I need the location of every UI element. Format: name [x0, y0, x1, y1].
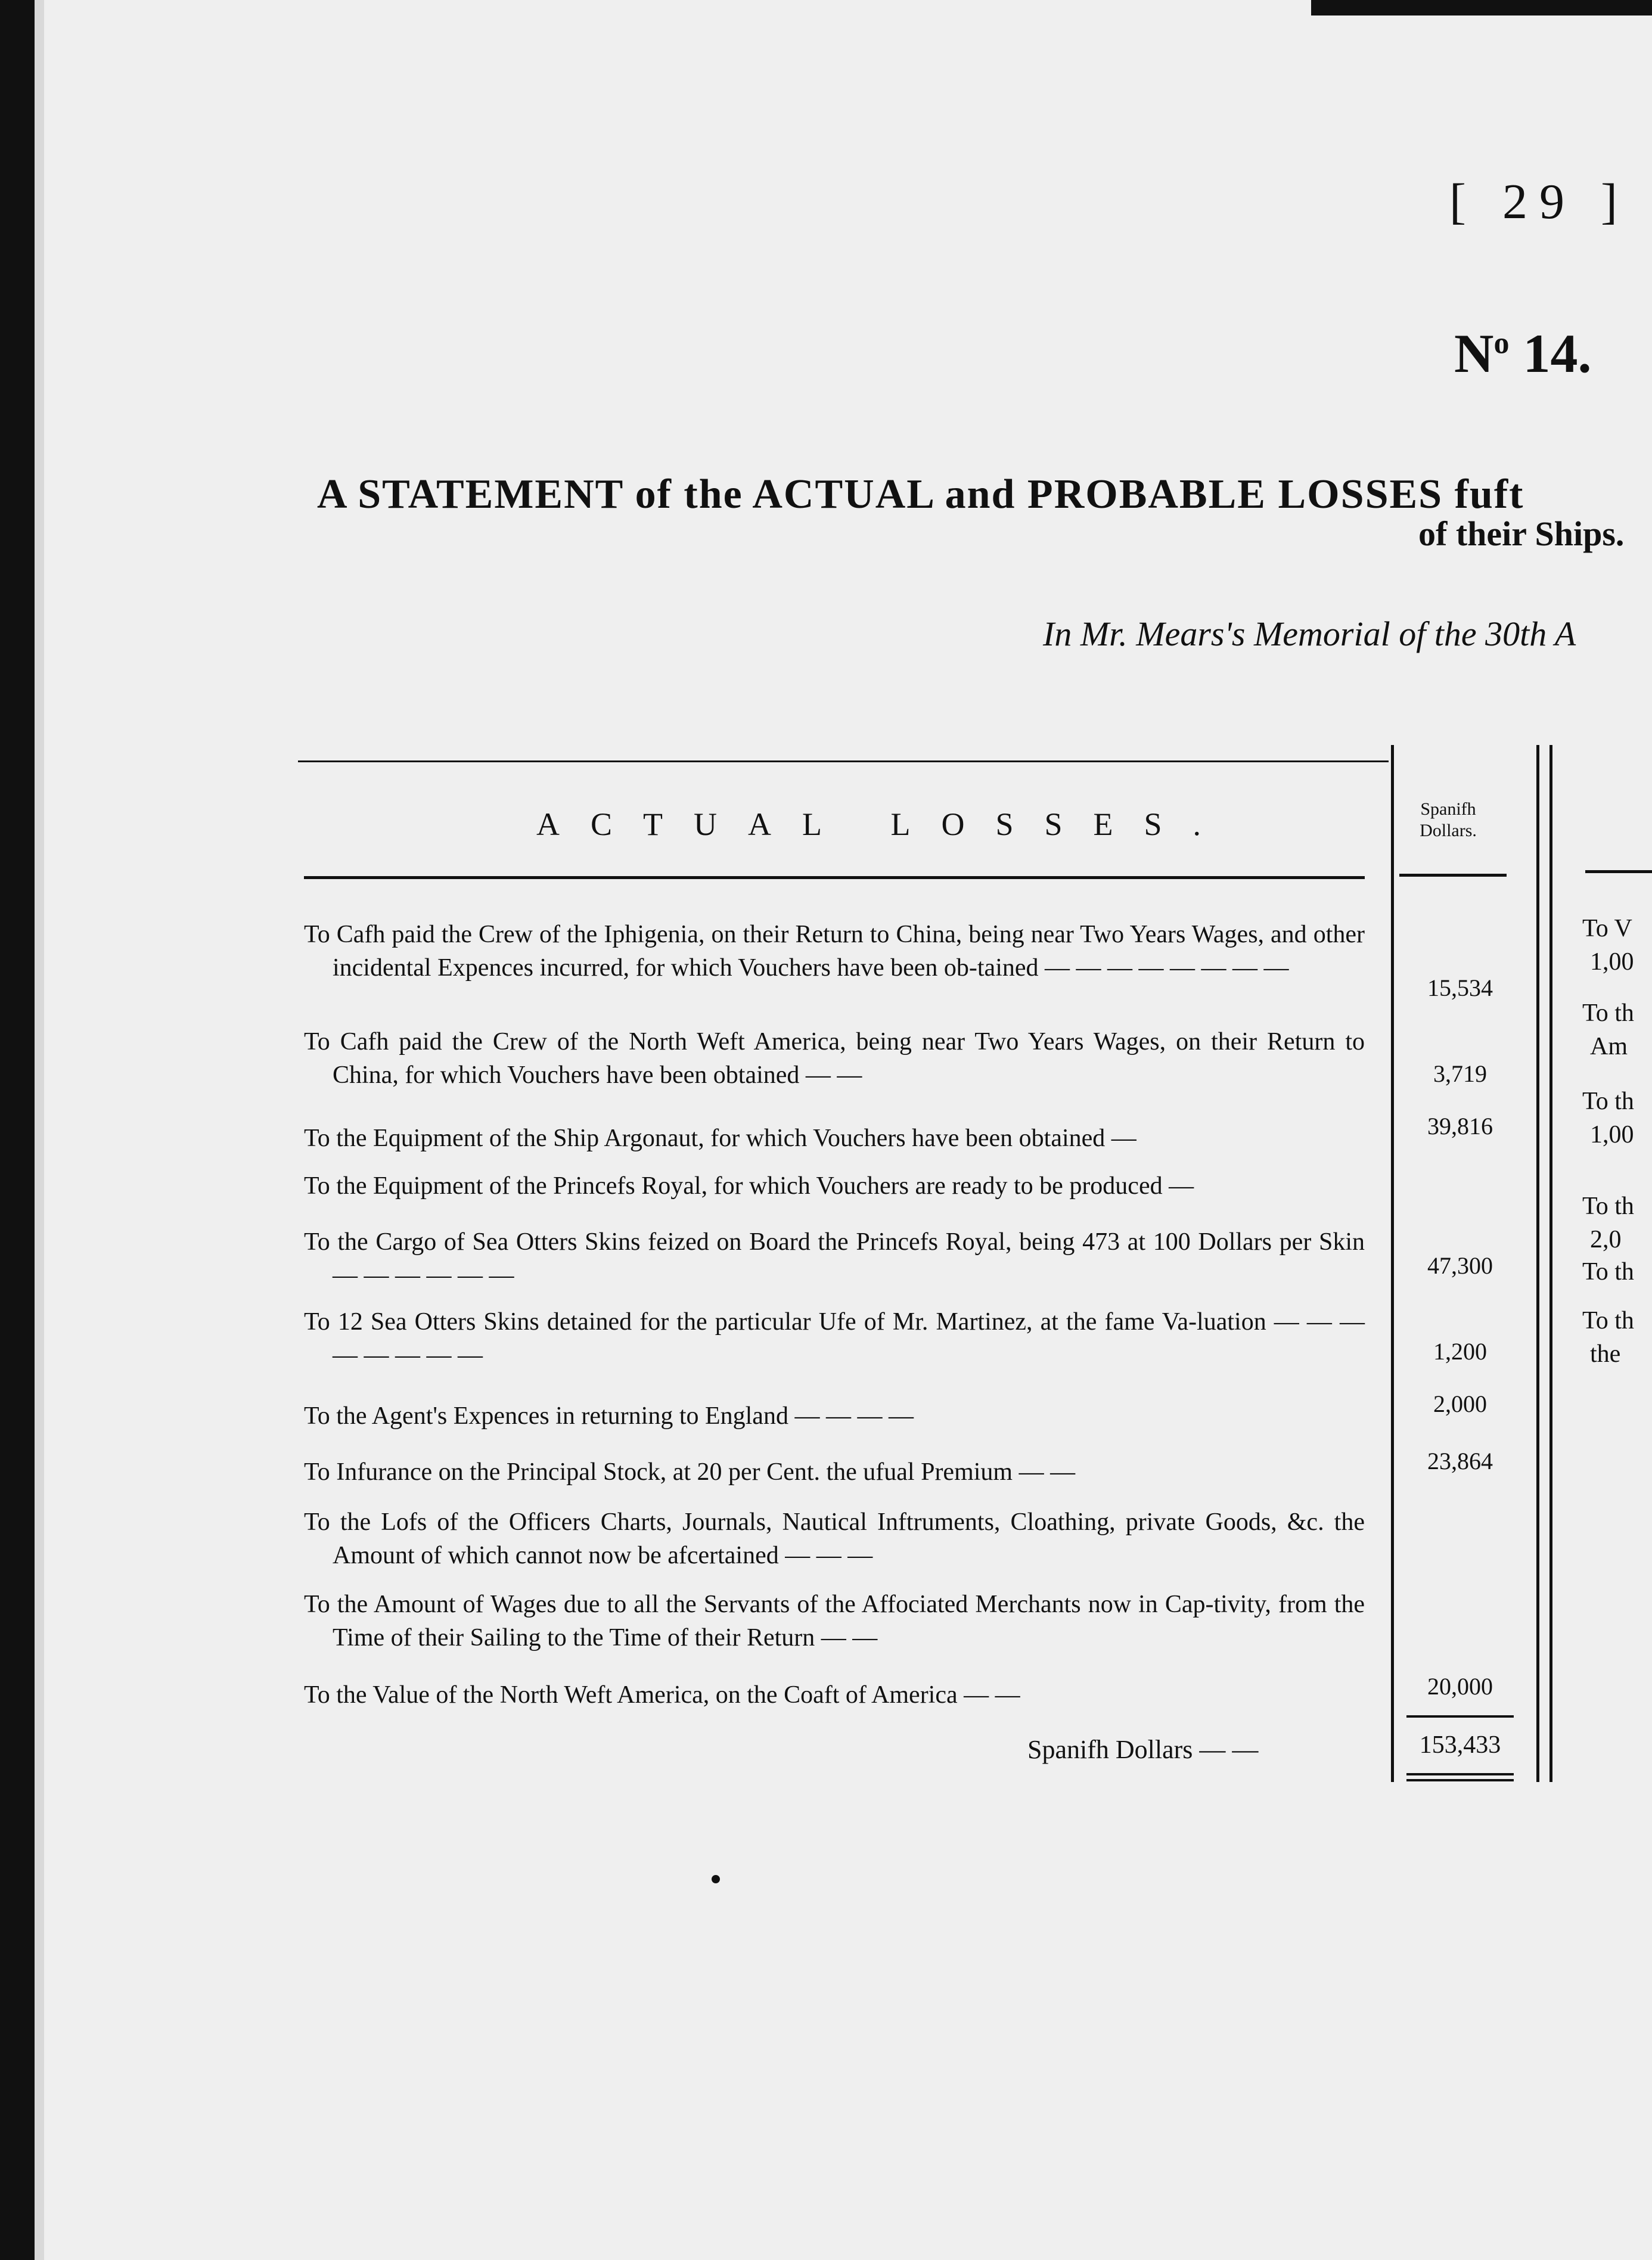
amount-column-left-rule [1391, 745, 1394, 1782]
document-number-value: 14. [1509, 323, 1592, 384]
row-description: To Infurance on the Principal Stock, at 20 per Cent. the ufual Premium — — [304, 1458, 1076, 1486]
total-rule-bottom-2 [1406, 1779, 1514, 1781]
right-table-left-rule [1549, 745, 1552, 1782]
row-description: To the Equipment of the Princefs Royal, for which Vouchers are ready to be produced — [304, 1172, 1194, 1200]
right-fragment: Am [1590, 1033, 1628, 1060]
table-row [304, 1225, 1365, 1292]
row-description: To Cafh paid the Crew of the North Weft America, being near Two Years Wages, on their Return to China, for which Vouchers have been obtained — — [304, 1028, 1365, 1089]
table-row [304, 1025, 1365, 1092]
ink-dot [712, 1875, 720, 1883]
right-fragment: 1,00 [1590, 1121, 1634, 1148]
right-fragment: To th [1582, 999, 1634, 1027]
row-description: To 12 Sea Otters Skins detained for the particular Ufe of Mr. Martinez, at the fame Va-luation — — — — — — — — [304, 1308, 1365, 1369]
right-fragment: To th [1582, 1258, 1634, 1286]
row-description: To the Amount of Wages due to all the Servants of the Affociated Merchants now in Cap-tivity, from the Time of their Sailing to the Time of their Return — — [304, 1591, 1365, 1651]
row-amount: 15,534 [1427, 974, 1493, 1001]
section-heading: ACTUAL LOSSES. [536, 806, 1232, 842]
row-amount: 1,200 [1433, 1338, 1487, 1365]
table-row [304, 1399, 1365, 1433]
table-row [304, 1505, 1365, 1572]
title-line-1: A STATEMENT of the ACTUAL and PROBABLE LOSSES fuft [317, 471, 1524, 517]
row-description: To the Agent's Expences in returning to England — — — — [304, 1402, 914, 1430]
document-number-prefix: N [1454, 323, 1494, 384]
right-fragment: To V [1582, 915, 1632, 942]
row-description: To Cafh paid the Crew of the Iphigenia, on their Return to China, being near Two Years Wages, and other incidental Expences incurred, for which Vouchers have been ob-tained — — — — — — — — [304, 921, 1365, 982]
row-amount: 23,864 [1427, 1448, 1493, 1474]
page-number: [ 29 ] [1449, 174, 1629, 229]
right-fragment: To th [1582, 1307, 1634, 1334]
title-line-2: of their Ships. [1418, 514, 1625, 553]
amount-column-heading [1389, 799, 1508, 842]
row-description: To the Equipment of the Ship Argonaut, for which Vouchers have been obtained — [304, 1125, 1136, 1152]
column-heading-line-1: Spanifh [1420, 799, 1476, 819]
scan-top-border [1311, 0, 1652, 15]
right-fragment: To th [1582, 1088, 1634, 1115]
document-number-sup: o [1493, 326, 1510, 361]
scan-left-gutter [35, 0, 44, 2260]
column-heading-line-2: Dollars. [1420, 821, 1477, 840]
row-amount: 3,719 [1433, 1060, 1487, 1087]
table-top-rule [298, 760, 1389, 762]
right-fragment: the [1590, 1340, 1621, 1368]
amount-column-right-rule [1536, 745, 1539, 1782]
row-amount: 2,000 [1433, 1390, 1487, 1417]
table-row [304, 918, 1365, 985]
total-rule-top [1406, 1715, 1514, 1718]
right-heading-underline [1585, 870, 1652, 873]
row-description: To the Value of the North Weft America, on the Coaft of America — — [304, 1681, 1020, 1709]
table-row [304, 1678, 1365, 1712]
heading-underline [304, 876, 1365, 879]
right-fragment: To th [1582, 1193, 1634, 1220]
subtitle: In Mr. Mears's Memorial of the 30th A [1043, 614, 1576, 653]
row-amount: 39,816 [1427, 1113, 1493, 1140]
row-description: To the Cargo of Sea Otters Skins feized on Board the Princefs Royal, being 473 at 100 Dollars per Skin — — — — — — [304, 1228, 1365, 1289]
table-row [304, 1122, 1365, 1155]
row-amount: 47,300 [1427, 1252, 1493, 1279]
table-row [304, 1588, 1365, 1654]
table-row [304, 1169, 1365, 1203]
column-heading-underline [1399, 874, 1507, 877]
row-amount: 20,000 [1427, 1673, 1493, 1700]
table-row [304, 1305, 1365, 1372]
total-label: Spanifh Dollars — — [1027, 1735, 1259, 1764]
total-rule-bottom-1 [1406, 1773, 1514, 1775]
row-description: To the Lofs of the Officers Charts, Journals, Nautical Inftruments, Cloathing, private Goods, &c. the Amount of which cannot now be afcertained — — — [304, 1508, 1365, 1569]
total-amount: 153,433 [1419, 1731, 1501, 1759]
scan-left-border [0, 0, 35, 2260]
document-number [1454, 322, 1591, 385]
right-fragment: 2,0 [1590, 1226, 1622, 1253]
table-row [304, 1455, 1365, 1489]
right-fragment: 1,00 [1590, 948, 1634, 976]
